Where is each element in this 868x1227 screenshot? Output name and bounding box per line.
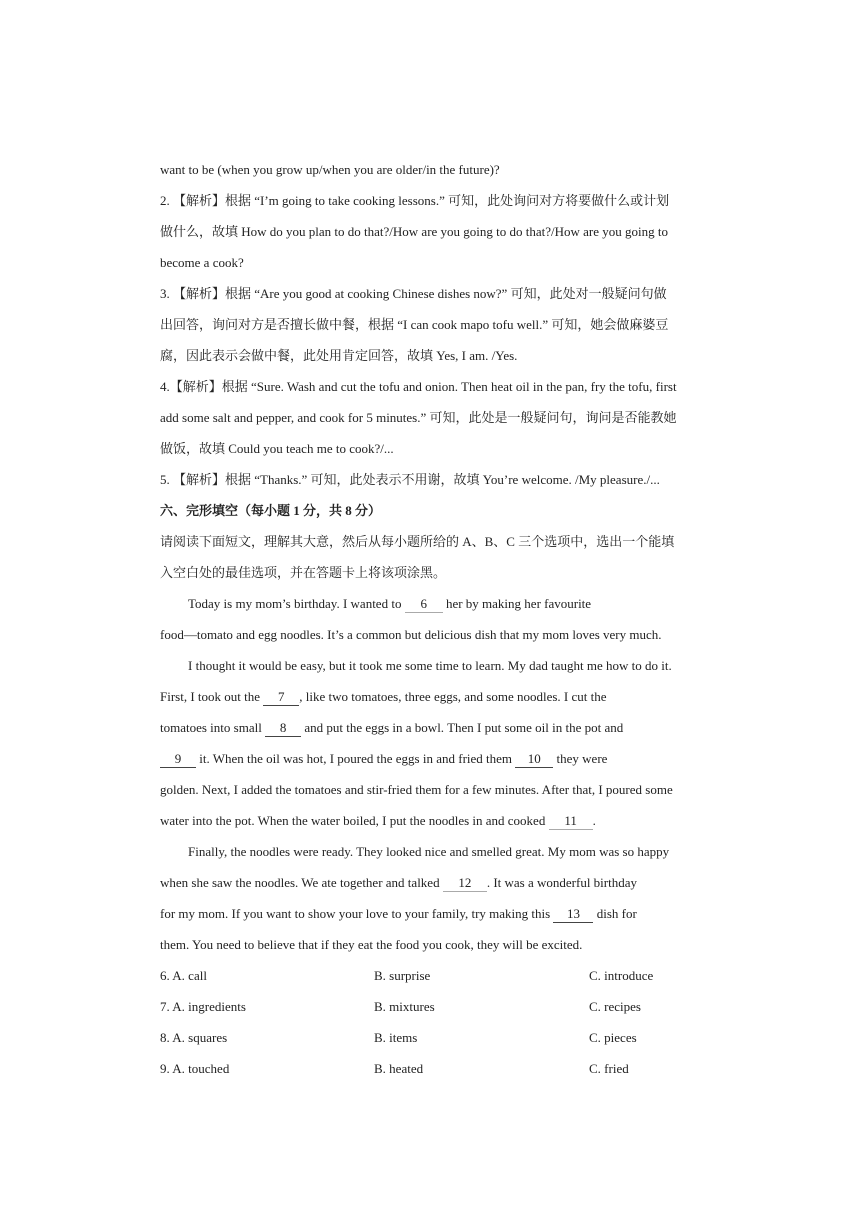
- analysis-q2-line-2: 做什么，故填 How do you plan to do that?/How are you going to do that?/How are you going to: [160, 224, 669, 239]
- passage-line: [160, 805, 720, 836]
- analysis-q1-tail: want to be (when you grow up/when you are older/in the future)?: [160, 162, 500, 177]
- option-c: C. recipes: [589, 999, 641, 1014]
- passage-line: [160, 681, 720, 712]
- section-instructions-line-1: 请阅读下面短文，理解其大意，然后从每小题所给的 A、B、C 三个选项中，选出一个能填: [160, 534, 675, 549]
- passage-text: it. When the oil was hot, I poured the eggs in and fried them: [199, 751, 513, 766]
- passage-line: Finally, the noodles were ready. They looked nice and smelled great. My mom was so happy: [188, 844, 670, 859]
- options-row-6: [160, 960, 720, 991]
- passage-line: [160, 712, 720, 743]
- option-a: 9. A. touched: [160, 1061, 230, 1076]
- analysis-q3-line-2: 出回答，询问对方是否擅长做中餐，根据 “I can cook mapo tofu well.” 可知，她会做麻婆豆: [160, 317, 669, 332]
- passage-line: [160, 867, 720, 898]
- option-a: 8. A. squares: [160, 1030, 228, 1045]
- blank-7: 7: [263, 689, 299, 706]
- option-b: B. heated: [374, 1061, 424, 1076]
- section-instructions-line-2: 入空白处的最佳选项，并在答题卡上将该项涂黑。: [160, 565, 447, 580]
- option-a: 6. A. call: [160, 968, 207, 983]
- analysis-q3-line-1: 3. 【解析】根据 “Are you good at cooking Chinese dishes now?” 可知，此处对一般疑问句做: [160, 286, 667, 301]
- passage-text: for my mom. If you want to show your love to your family, try making this: [160, 906, 551, 921]
- analysis-q3-line-3: 腐，因此表示会做中餐，此处用肯定回答，故填 Yes, I am. /Yes.: [160, 348, 518, 363]
- option-c: C. pieces: [589, 1030, 637, 1045]
- option-c: C. introduce: [589, 968, 654, 983]
- option-c: C. fried: [589, 1061, 629, 1076]
- blank-6: 6: [405, 596, 443, 613]
- option-a: 7. A. ingredients: [160, 999, 246, 1014]
- analysis-q2-line-1: 2. 【解析】根据 “I’m going to take cooking lessons.” 可知，此处询问对方将要做什么或计划: [160, 193, 670, 208]
- passage-text: dish for: [596, 906, 637, 921]
- blank-13: 13: [553, 906, 593, 923]
- blank-10: 10: [515, 751, 553, 768]
- options-row-7: [160, 991, 720, 1022]
- passage-text: they were: [556, 751, 608, 766]
- options-row-9: [160, 1053, 720, 1084]
- passage-line: golden. Next, I added the tomatoes and stir-fried them for a few minutes. After that, I poured some: [160, 782, 673, 797]
- blank-12: 12: [443, 875, 487, 892]
- passage-line: [160, 743, 720, 774]
- passage-line: [160, 898, 720, 929]
- passage-line: [160, 588, 720, 619]
- passage-text: when she saw the noodles. We ate together and talked: [160, 875, 440, 890]
- analysis-q4-line-2: add some salt and pepper, and cook for 5 minutes.” 可知，此处是一般疑问句，询问是否能教她: [160, 410, 677, 425]
- passage-text: . It was a wonderful birthday: [486, 875, 638, 890]
- passage-text: her by making her favourite: [445, 596, 592, 611]
- section-title: 六、完形填空（每小题 1 分，共 8 分）: [160, 503, 382, 518]
- passage-text: .: [592, 813, 596, 828]
- blank-8: 8: [265, 720, 301, 737]
- passage-line: I thought it would be easy, but it took me some time to learn. My dad taught me how to do it.: [188, 658, 672, 673]
- option-b: B. items: [374, 1030, 418, 1045]
- passage-line: them. You need to believe that if they eat the food you cook, they will be excited.: [160, 937, 583, 952]
- option-b: B. mixtures: [374, 999, 435, 1014]
- passage-line: food—tomato and egg noodles. It’s a common but delicious dish that my mom loves very much.: [160, 627, 662, 642]
- option-b: B. surprise: [374, 968, 431, 983]
- passage-text: , like two tomatoes, three eggs, and some noodles. I cut the: [299, 689, 607, 704]
- passage-text: and put the eggs in a bowl. Then I put some oil in the pot and: [304, 720, 624, 735]
- passage-text: First, I took out the: [160, 689, 261, 704]
- options-row-8: [160, 1022, 720, 1053]
- passage-text: Today is my mom’s birthday. I wanted to: [188, 596, 402, 611]
- analysis-q2-line-3: become a cook?: [160, 255, 244, 270]
- passage-text: water into the pot. When the water boiled, I put the noodles in and cooked: [160, 813, 546, 828]
- analysis-q4-line-3: 做饭，故填 Could you teach me to cook?/...: [160, 441, 394, 456]
- document-page: [160, 154, 720, 1084]
- analysis-q5: 5. 【解析】根据 “Thanks.” 可知，此处表示不用谢，故填 You’re welcome. /My pleasure./...: [160, 472, 660, 487]
- blank-9: 9: [160, 751, 196, 768]
- analysis-q4-line-1: 4.【解析】根据 “Sure. Wash and cut the tofu and onion. Then heat oil in the pan, fry the tofu, first: [160, 379, 677, 394]
- passage-text: tomatoes into small: [160, 720, 262, 735]
- blank-11: 11: [549, 813, 593, 830]
